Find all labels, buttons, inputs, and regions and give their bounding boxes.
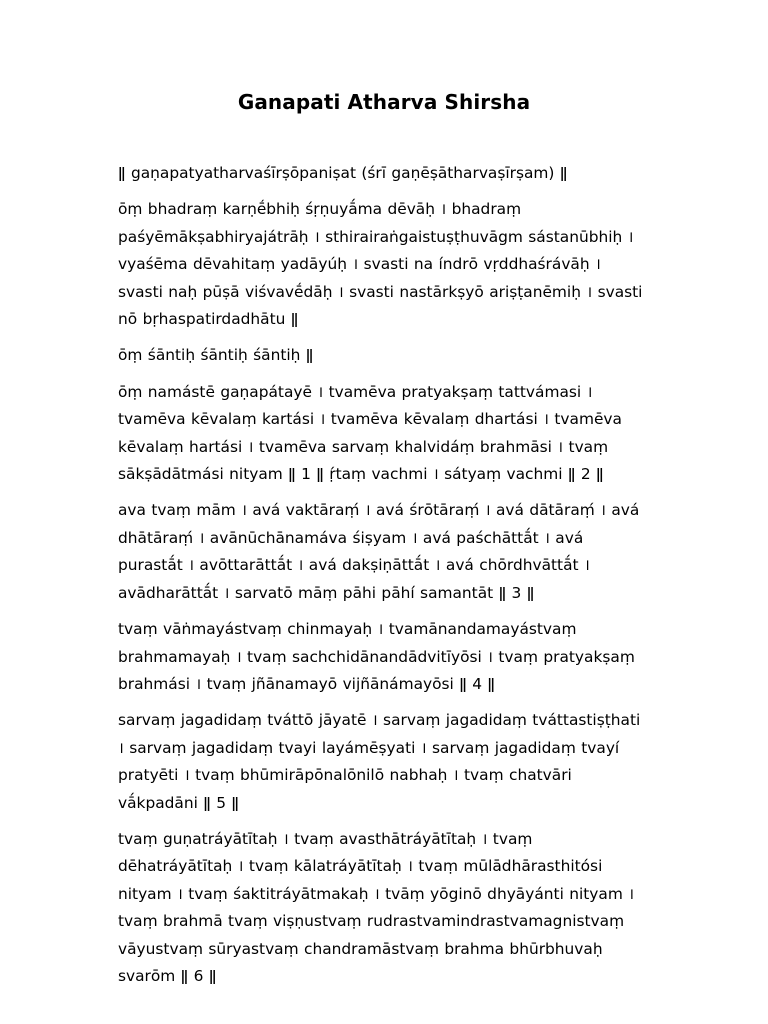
paragraph-verse-6: tvaṃ guṇatráyātītaḥ । tvaṃ avasthātráyātītaḥ । tvaṃ dēhatráyātītaḥ । tvaṃ kālatráyātītaḥ । tvaṃ mūlādhārasthitósi nityam । tvaṃ śaktitráyātmakaḥ । tvāṃ yōginō dhyāyánti nityam । tvaṃ brahmā tvaṃ viṣṇustvaṃ rudrastvamindrastvamagnistvaṃ vāyustvaṃ sūryastvaṃ chandramāstvaṃ brahma bhūrbhuvaḥ svarōm ǁ 6 ǁ <box>118 829 635 985</box>
document-title: Ganapati Atharva Shirsha <box>237 90 531 114</box>
paragraph-heading-line: ǁ gaṇapatyatharvaśīrṣōpaniṣat (śrī gaṇēṣātharvaṣīrṣam) ǁ <box>118 164 568 182</box>
paragraph-shanti: ōṃ śāntiḥ śāntiḥ śāntiḥ ǁ <box>118 346 314 365</box>
paragraph-verse-3: ava tvaṃ mām । avá vaktāraṃ́ । avá śrōtāraṃ́ । avá dātāraṃ́ । avá dhātāraṃ́ । avānūchānamáva śiṣyam । avá paśchāttā́t । avá purastā́t । avōttarāttā́t । avá dakṣiṇāttā́t । avá chōrdhvāttā́t । avādharāttā́t । sarvatō māṃ pāhi pāhí samantāt ǁ 3 ǁ <box>118 501 640 602</box>
paragraph-verse-4: tvaṃ vāṅmayástvaṃ chinmayaḥ । tvamānandamayástvaṃ brahmamayaḥ । tvaṃ sachchidānandādvitīyōsi । tvaṃ pratyakṣaṃ brahmási । tvaṃ jñānamayō vijñānámayōsi ǁ 4 ǁ <box>118 620 635 693</box>
paragraph-verse-1-2: ōṃ namástē gaṇapátayē । tvamēva pratyakṣaṃ tattvámasi । tvamēva kēvalaṃ kartási । tvamēva kēvalaṃ dhartási । tvamēva kēvalaṃ hartási । tvamēva sarvaṃ khalvidáṃ brahmāsi । tvaṃ sākṣādātmási nityam ǁ 1 ǁ ṛ́taṃ vachmi । sátyaṃ vachmi ǁ 2 ǁ <box>118 382 622 484</box>
paragraph-verse-5: sarvaṃ jagadidaṃ tváttō jāyatē । sarvaṃ jagadidaṃ tváttastiṣṭhati । sarvaṃ jagadidaṃ tvayi layámēṣyati । sarvaṃ jagadidaṃ tvayí pratyēti । tvaṃ bhūmirāpōnalōnilō nabhaḥ । tvaṃ chatvāri vā́kpadāni ǁ 5 ǁ <box>118 711 641 812</box>
paragraph-invocation: ōṃ bhadraṃ karṇḗbhiḥ śṛṇuyā́ma dēvāḥ । bhadraṃ paśyēmākṣabhiryajátrāḥ । sthirairaṅgaistuṣṭhuvāgm sástanūbhiḥ । vyaśēma dēvahitaṃ yadāyúḥ । svasti na índrō vṛddhaśrávāḥ । svasti naḥ pūṣā viśvavḗdāḥ । svasti nastārkṣyō ariṣṭanēmiḥ । svasti nō bṛhaspatirdadhātu ǁ <box>118 200 643 329</box>
